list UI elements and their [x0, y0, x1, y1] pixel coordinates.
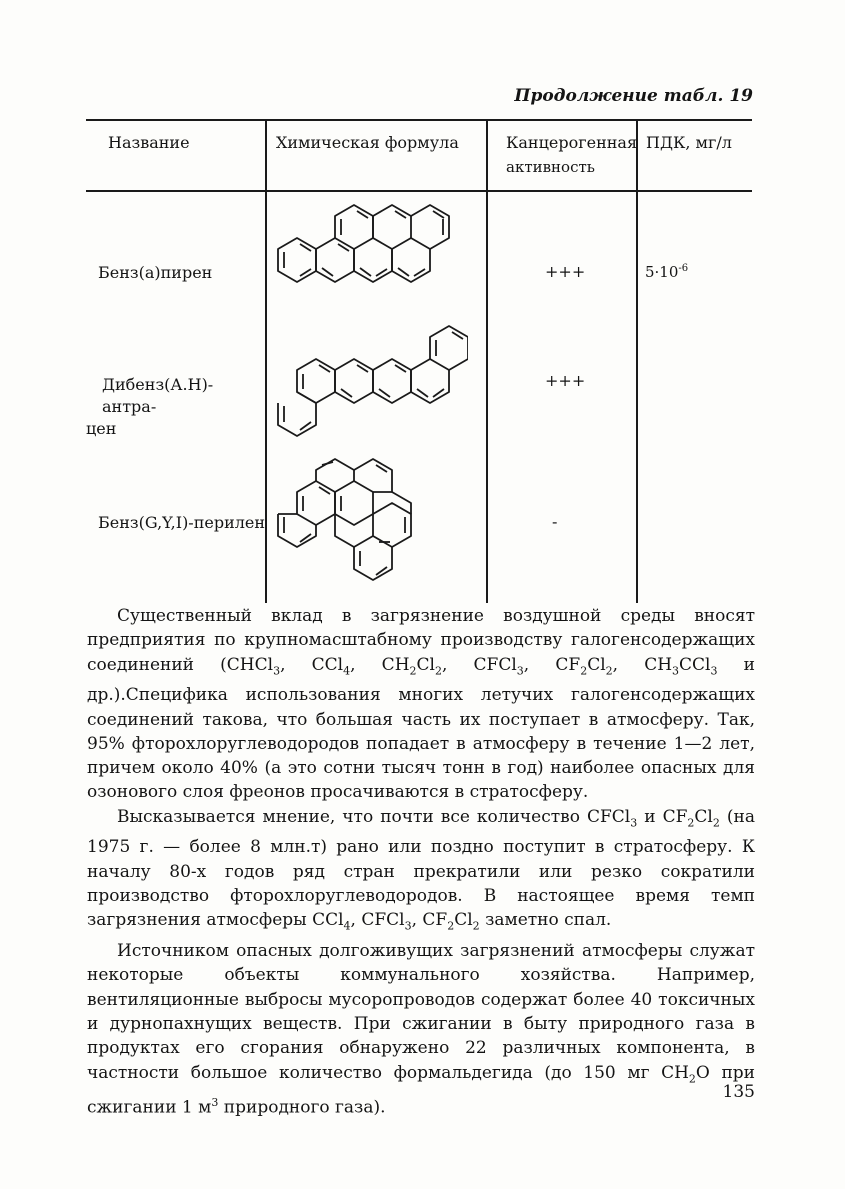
subscript: 3: [516, 663, 524, 677]
superscript: 3: [211, 1096, 219, 1110]
subscript: 2: [605, 663, 613, 677]
header-pdk: ПДК, мг/л: [646, 133, 732, 152]
text-run: природного газа).: [218, 1097, 386, 1118]
text-run: и CF: [637, 806, 688, 827]
row-name: [86, 374, 266, 440]
header-activity-line2: активность: [506, 158, 595, 176]
text-run: (на 1975 г. — более 8 млн.т) рано или поздно поступит в стратосферу. К началу 80-х годов ряд стран прекратили или резко сократили производство фторохлоруглеводородов. В настоящее время темп загрязнения атмосферы CCl: [87, 806, 755, 931]
benzo-a-pyrene-structure-icon: [272, 200, 462, 308]
subscript: 2: [687, 816, 695, 830]
row-name: Бенз(G,Y,I)-перилен: [98, 513, 266, 532]
table-top-rule: [86, 119, 752, 121]
subscript: 2: [409, 663, 417, 677]
text-run: и др.).Специфика использования многих летучих галогенсодержащих соединений такова, что большая часть их поступает в атмосферу. Так, 95% фторохлоруглеводородов попадает в атмосферу в течение 1—2 лет, причем около 40% (а это сотни тысяч тонн в год) наиболее опасных для озонового слоя фреонов просачиваются в стратосферу.: [87, 654, 755, 803]
row-name-line2: цен: [86, 419, 117, 438]
row-activity: +++: [545, 371, 586, 390]
text-run: O при сжигании 1 м: [87, 1062, 756, 1118]
table-caption: Продолжение табл. 19: [514, 86, 753, 106]
subscript: 2: [688, 1071, 696, 1085]
paragraph: [87, 939, 755, 1120]
text-run: Существенный вклад в загрязнение воздушной среды вносят предприятия по крупномасштабному производству галогенсодержащих соединений (CHCl: [87, 606, 755, 675]
pdk-exponent: -6: [678, 263, 689, 274]
text-run: , CCl: [280, 654, 344, 675]
row-name-line1: Дибенз(А.Н)-антра-: [102, 375, 214, 416]
benzo-ghi-perylene-structure-icon: [272, 452, 442, 594]
text-run: заметно спал.: [479, 910, 612, 931]
text-run: , CH: [612, 654, 673, 675]
subscript: 4: [343, 919, 351, 933]
paragraph: [87, 805, 755, 939]
row-pdk: [645, 263, 688, 281]
header-activity-line1: Канцерогенная: [506, 133, 638, 152]
subscript: 2: [472, 919, 480, 933]
subscript: 3: [273, 663, 281, 677]
text-run: , CFCl: [441, 654, 517, 675]
text-run: Cl: [694, 806, 713, 827]
text-run: , CFCl: [350, 910, 405, 931]
text-run: Высказывается мнение, что почти все количество CFCl: [117, 806, 631, 827]
header-name: Название: [108, 133, 190, 152]
page-number: 135: [722, 1082, 755, 1102]
row-activity: -: [552, 512, 558, 531]
column-divider: [486, 119, 488, 603]
header-activity: [506, 131, 637, 179]
subscript: 2: [712, 816, 720, 830]
table-header-rule: [86, 190, 752, 192]
subscript: 2: [434, 663, 442, 677]
paragraph: [87, 604, 755, 805]
subscript: 3: [404, 919, 412, 933]
column-divider: [636, 119, 638, 603]
row-activity: +++: [545, 262, 586, 281]
text-run: , CF: [523, 654, 581, 675]
dibenz-ah-anthracene-structure-icon: [272, 312, 468, 442]
pdk-base: 5·10: [645, 263, 679, 281]
text-run: , CF: [411, 910, 448, 931]
subscript: 2: [580, 663, 588, 677]
subscript: 3: [672, 663, 680, 677]
text-run: Cl: [416, 654, 435, 675]
text-run: CCl: [679, 654, 711, 675]
subscript: 3: [710, 663, 718, 677]
column-divider: [265, 119, 267, 603]
text-run: Cl: [454, 910, 473, 931]
header-formula: Химическая формула: [276, 133, 459, 152]
text-run: , CH: [350, 654, 410, 675]
text-run: Источником опасных долгоживущих загрязнений атмосферы служат некоторые объекты коммунального хозяйства. Например, вентиляционные выбросы мусоропроводов содержат более 40 токсичных и дурнопахнущих веществ. При сжигании в быту природного газа в продуктах его сгорания обнаружено 22 различных компонента, в частности большое количество формальдегида (до 150 мг CH: [87, 941, 755, 1083]
body-text: [87, 604, 755, 1120]
row-name: Бенз(а)пирен: [98, 263, 213, 282]
text-run: Cl: [587, 654, 606, 675]
subscript: 3: [630, 816, 638, 830]
subscript: 4: [343, 663, 351, 677]
subscript: 2: [447, 919, 455, 933]
